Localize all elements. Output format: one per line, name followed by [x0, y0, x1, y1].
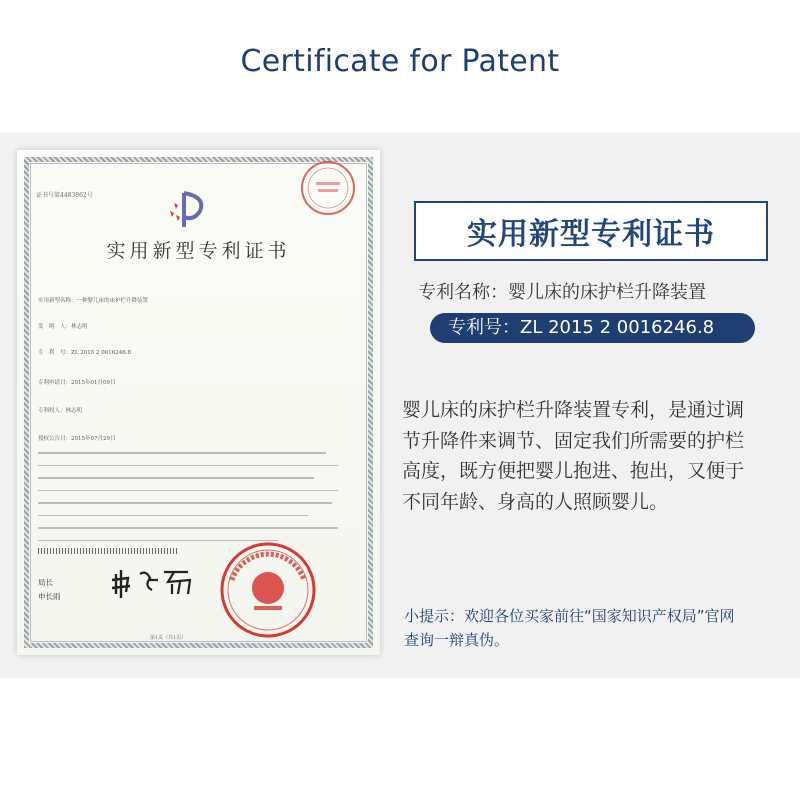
certificate-type-box: [414, 201, 768, 261]
certificate-field: 授权公告日：2015年07月29日: [38, 436, 116, 442]
barcode: [38, 548, 178, 554]
certificate-field: 专利申请日：2015年01月09日: [38, 380, 116, 386]
certificate-page-footer: 第1页（共1页）: [150, 635, 187, 641]
certificate-type-title: 实用新型专利证书: [467, 217, 715, 252]
certificate-field: 实用新型名称：一种婴儿床的床护栏升降装置: [38, 298, 149, 304]
certificate-title: 实用新型专利证书: [106, 240, 291, 262]
patent-description: [402, 395, 782, 517]
patent-number-badge: 专利号：ZL 2015 2 0016246.8: [430, 313, 755, 343]
description-line: 婴儿床的床护栏升降装置专利，是通过调: [402, 399, 745, 421]
certificate-field: 专利权人：林志明: [38, 408, 83, 414]
certificate-number: 证书号第4483862号: [36, 192, 93, 199]
description-line: 高度，既方便把婴儿抱进、抱出，又便于: [402, 460, 745, 482]
patent-office-logo-icon: [164, 187, 212, 235]
description-line: 不同年龄、身高的人照顾婴儿。: [402, 490, 669, 513]
page-heading: Certificate for Patent: [240, 44, 560, 79]
verification-tip: [404, 605, 789, 652]
handwritten-signature: [108, 560, 198, 600]
tip-line: 查询一辩真伪。: [404, 630, 510, 649]
description-line: 节升降件来调节、固定我们所需要的护栏: [402, 429, 745, 452]
tip-line: 小提示：欢迎各位买家前往“国家知识产权局”官网: [404, 607, 735, 625]
certificate-field: 发 明 人：林志明: [38, 324, 88, 330]
certificate-body-text: [38, 452, 338, 552]
signature-label: 局长: [38, 578, 53, 587]
top-seal-icon: [298, 158, 358, 218]
patent-name: 专利名称：婴儿床的床护栏升降装置: [418, 282, 706, 303]
signature-label: 申长雨: [38, 592, 61, 601]
certificate-field: 专 利 号：ZL 2015 2 0016246.8: [38, 350, 131, 356]
official-seal-icon: [218, 540, 318, 640]
